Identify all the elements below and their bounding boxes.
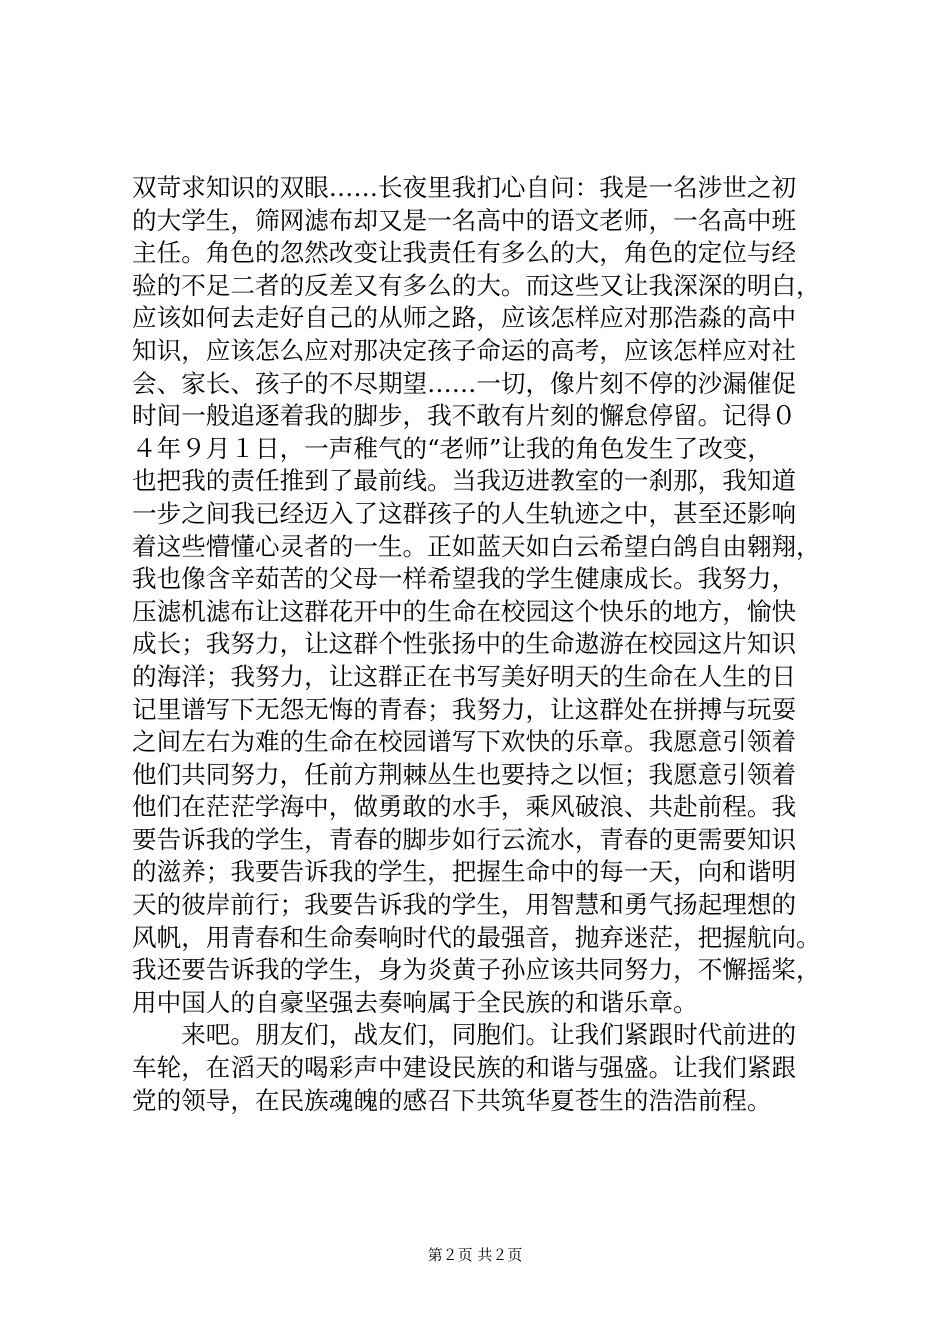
text-line: 成长；我努力，让这群个性张扬中的生命遨游在校园这片知识 xyxy=(132,629,797,659)
text-line: 记里谱写下无怨无悔的青春；我努力，让这群处在拼搏与玩耍 xyxy=(132,694,797,724)
text-line: 压滤机滤布让这群花开中的生命在校园这个快乐的地方，愉快 xyxy=(132,596,797,626)
text-line: 会、家长、孩子的不尽期望……一切，像片刻不停的沙漏催促 xyxy=(132,368,797,398)
text-line: 我也像含辛茹苦的父母一样希望我的学生健康成长。我努力， xyxy=(132,564,797,594)
text-line: 我还要告诉我的学生，身为炎黄子孙应该共同努力，不懈摇桨， xyxy=(132,955,821,985)
text-line: 天的彼岸前行；我要告诉我的学生，用智慧和勇气扬起理想的 xyxy=(132,890,797,920)
text-line: 着这些懵懂心灵者的一生。正如蓝天如白云希望白鸽自由翱翔， xyxy=(132,531,821,561)
text-line: 党的领导，在民族魂魄的感召下共筑华夏苍生的浩浩前程。 xyxy=(132,1085,772,1115)
text-line: 之间左右为难的生命在校园谱写下欢快的乐章。我愿意引领着 xyxy=(132,727,797,757)
text-line: 的海洋；我努力，让这群正在书写美好明天的生命在人生的日 xyxy=(132,661,797,691)
text-line: 验的不足二者的反差又有多么的大。而这些又让我深深的明白， xyxy=(132,270,821,300)
text-line: 的滋养；我要告诉我的学生，把握生命中的每一天，向和谐明 xyxy=(132,857,797,887)
text-line: 时间一般追逐着我的脚步，我不敢有片刻的懈怠停留。记得０ xyxy=(132,401,797,431)
text-line: 来吧。朋友们，战友们，同胞们。让我们紧跟时代前进的 xyxy=(132,1020,797,1050)
text-line: 也把我的责任推到了最前线。当我迈进教室的一刹那，我知道 xyxy=(132,466,797,496)
text-line: 他们共同努力，任前方荆棘丛生也要持之以恒；我愿意引领着 xyxy=(132,759,797,789)
body-text xyxy=(132,172,832,1117)
text-line: 要告诉我的学生，青春的脚步如行云流水，青春的更需要知识 xyxy=(132,824,797,854)
text-line: 的大学生，筛网滤布却又是一名高中的语文老师，一名高中班 xyxy=(132,205,797,235)
text-line: 车轮，在滔天的喝彩声中建设民族的和谐与强盛。让我们紧跟 xyxy=(132,1053,797,1083)
text-line: 用中国人的自豪坚强去奏响属于全民族的和谐乐章。 xyxy=(132,987,698,1017)
text-line: 应该如何去走好自己的从师之路，应该怎样应对那浩淼的高中 xyxy=(132,303,797,333)
page-number: 第２页 共２页 xyxy=(427,1246,523,1264)
text-line: ４年９月１日，一声稚气的“老师”让我的角色发生了改变， xyxy=(132,433,772,463)
text-line: 他们在茫茫学海中，做勇敢的水手，乘风破浪、共赴前程。我 xyxy=(132,792,797,822)
text-line: 风帆，用青春和生命奏响时代的最强音，抛弃迷茫，把握航向。 xyxy=(132,922,821,952)
text-line: 知识，应该怎么应对那决定孩子命运的高考，应该怎样应对社 xyxy=(132,335,797,365)
text-line: 一步之间我已经迈入了这群孩子的人生轨迹之中，甚至还影响 xyxy=(132,498,797,528)
text-line: 双苛求知识的双眼……长夜里我扪心自问：我是一名涉世之初 xyxy=(132,173,797,202)
text-line: 主任。角色的忽然改变让我责任有多么的大，角色的定位与经 xyxy=(132,238,797,268)
